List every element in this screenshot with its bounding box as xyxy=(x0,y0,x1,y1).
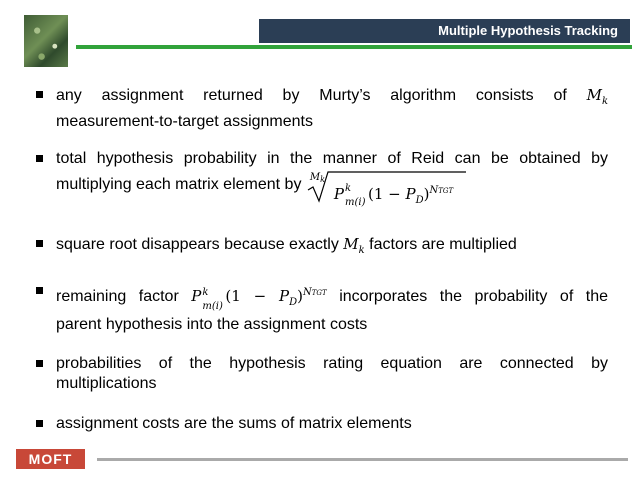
bullet-6: assignment costs are the sums of matrix elements xyxy=(36,414,608,434)
bullet-4-line-1: remaining factor P k m(i) $(1 - P_D)^{NTGT}$ incorporates the probability of the xyxy=(56,287,609,312)
bullet-4-line-2: parent hypothesis into the assignment costs xyxy=(56,316,368,333)
radical-sign xyxy=(306,170,468,204)
bullet-1-line-1: any assignment returned by Murty’s algorithm consists of $M_k$ xyxy=(56,86,608,107)
bullet-5: probabilities of the hypothesis rating equation are connected by multiplications xyxy=(36,354,608,394)
bullet-1 xyxy=(36,85,608,132)
moft-logo: MOFT xyxy=(16,449,85,469)
bullet-1-line-2: measurement-to-target assignments xyxy=(56,113,313,130)
bullet-2-line-2: multiplying each matrix element by $M_k$ P k m(i) $(1 - P_D)^{NTGT}$ xyxy=(56,175,608,211)
header-thumbnail-image xyxy=(24,15,68,67)
footer-divider xyxy=(97,458,628,461)
math-M: $M_k$ xyxy=(586,86,608,107)
bullet-4 xyxy=(36,281,608,335)
inline-factor: P k m(i) $(1 - P_D)^{NTGT}$ xyxy=(191,287,327,312)
math-M: $M_k$ xyxy=(343,235,365,256)
root-index: $M_k$ xyxy=(309,172,325,184)
bullet-list xyxy=(36,85,608,434)
root-expression: $M_k$ P k m(i) $(1 - P_D)^{NTGT}$ xyxy=(306,176,453,211)
slide-title: Multiple Hypothesis Tracking xyxy=(438,23,618,38)
bullet-3: square root disappears because exactly $M_k$ factors are multiplied xyxy=(36,234,608,261)
header-divider xyxy=(76,45,632,49)
bullet-2 xyxy=(36,149,608,211)
bullet-2-line-1: total hypothesis probability in the manner of Reid can be obtained by xyxy=(56,150,608,167)
title-bar xyxy=(259,19,630,43)
